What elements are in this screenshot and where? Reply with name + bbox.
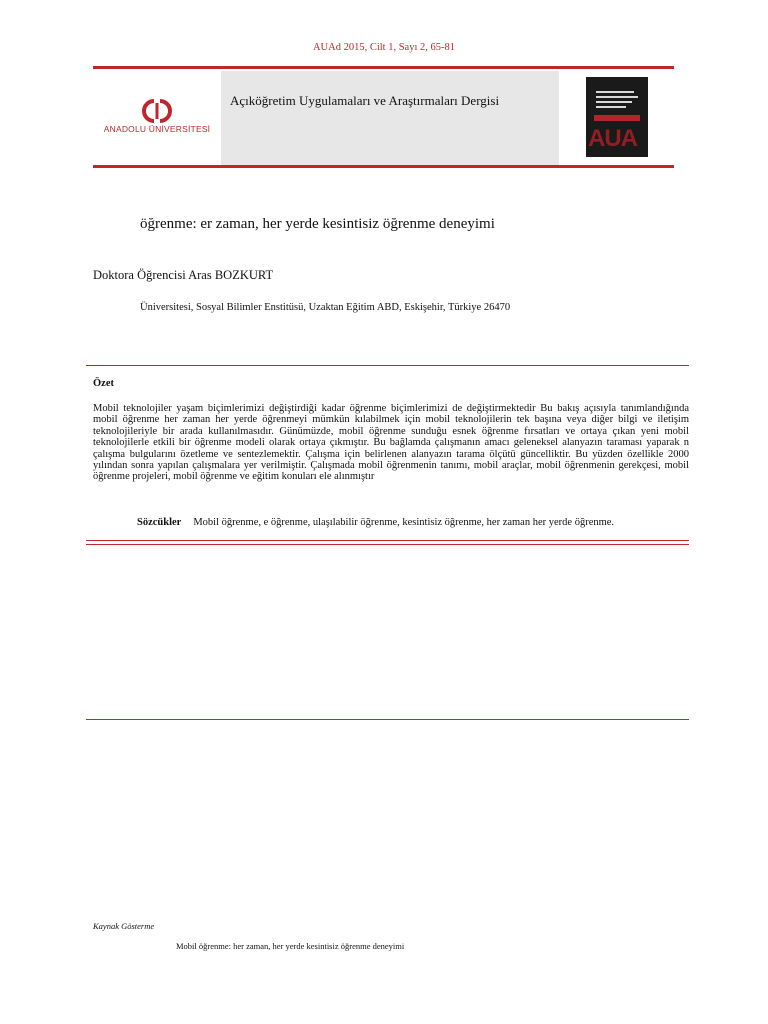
journal-title: Açıköğretim Uygulamaları ve Araştırmaları Dergisi: [230, 93, 500, 108]
anadolu-logo-icon: [140, 99, 174, 123]
header-bottom-rule: [93, 165, 674, 168]
abstract-bottom-rule: [86, 540, 689, 541]
cover-text-line: [596, 96, 638, 98]
cover-text-line: [596, 106, 626, 108]
author-name: Doktora Öğrencisi Aras BOZKURT: [93, 268, 274, 282]
keywords-line: [137, 517, 614, 528]
keywords-text: Mobil öğrenme, e öğrenme, ulaşılabilir öğrenme, kesintisiz öğrenme, her zaman her yerde öğrenme.: [193, 517, 615, 528]
journal-citation: AUAd 2015, Cilt 1, Sayı 2, 65-81: [312, 42, 456, 53]
university-name: ANADOLU ÜNİVERSİTESİ: [103, 124, 211, 134]
author-affiliation: Üniversitesi, Sosyal Bilimler Enstitüsü, Uzaktan Eğitim ABD, Eskişehir, Türkiye 26470: [140, 302, 511, 313]
cover-red-bar: [594, 115, 640, 121]
abstract-body: Mobil teknolojiler yaşam biçimlerimizi değiştirdiği kadar öğrenme biçimlerimizi de değiştirmektedir Bu bakış açısıyla tanımlandığında mobil öğrenme her zaman her yerde öğrenmeyi mümkün kılabilmek için mobil teknolojilerin tek başına veya diğer bilgi ve iletişim teknolojileriyle bir arada kullanılmasıdır. Günümüzde, mobil öğrenme sunduğu esnek öğrenme fırsatları ve ortaya çıkan yeni mobil teknolojilerle etkili bir öğrenme modeli olarak ortaya çıkmıştır. Bu bağlamda çalışmanın amacı geleneksel alanyazın taraması yaparak n çalışma bulgularını özetleme ve sentezlemektir. Çalışma için belirlenen alanyazın tarama ölçütü güncelliktir. Bu yüzden özellikle 2000 yılından sonra yapılan çalışmalara yer verilmiştir. Çalışmada mobil öğrenmenin tanımı, mobil araçlar, mobil öğrenmenin gerekçesi, mobil öğrenme projeleri, mobil öğrenme ve eğitim konuları ele alınmıştır: [93, 403, 689, 483]
article-title: öğrenme: er zaman, her yerde kesintisiz öğrenme deneyimi: [140, 216, 495, 232]
keywords-label: Sözcükler: [137, 517, 182, 528]
abstract-top-rule: [86, 365, 689, 366]
abstract-bottom-rule-2: [86, 544, 689, 545]
journal-cover-image: [586, 77, 648, 157]
cover-text-line: [596, 91, 634, 93]
cover-text-line: [596, 101, 632, 103]
reference-heading: Kaynak Gösterme: [93, 921, 155, 931]
header-top-rule: [93, 66, 674, 69]
section-divider-rule: [86, 719, 689, 720]
university-logo: [93, 71, 221, 165]
reference-text: Mobil öğrenme: her zaman, her yerde kesintisiz öğrenme deneyimi: [176, 941, 405, 951]
journal-title-band: [221, 71, 559, 165]
cover-letters: AUA: [588, 125, 637, 152]
abstract-heading: Özet: [93, 378, 114, 389]
